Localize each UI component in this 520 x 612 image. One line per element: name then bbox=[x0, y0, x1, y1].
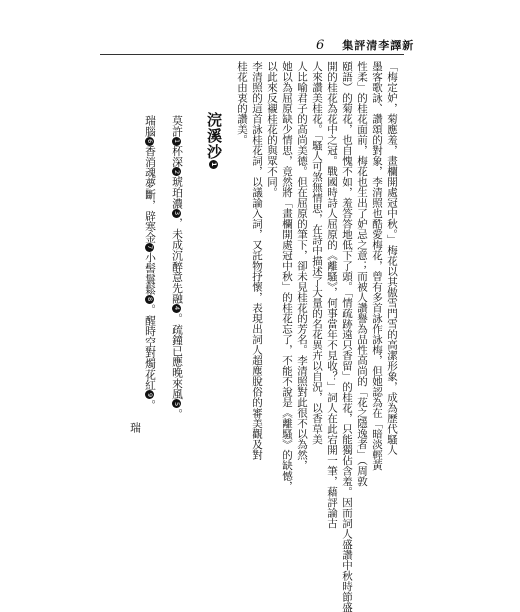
commentary-column: 人比喻君子的高尚美德。但在屈原的筆下，卻未見桂花的芳名。李清照對此很不以為然， bbox=[296, 61, 308, 471]
note-marker: 2 bbox=[172, 167, 181, 176]
note-marker: 6 bbox=[145, 137, 154, 146]
commentary-column: 開的桂花為花中之冠。戰國時詩人屈原的《離騷》，何事當年不見收？」詞人在此宕開一筆，藉評論古 bbox=[326, 61, 338, 529]
footer-catchword: 瑞 bbox=[129, 422, 142, 433]
note-marker: 8 bbox=[145, 295, 154, 304]
page-number: 6 bbox=[316, 38, 325, 53]
commentary-column: 「梅定妒，菊應羞，畫欄開處冠中秋。」梅花以其傲雪門雪的高潔形象，成為歷代騷人 bbox=[386, 61, 398, 455]
note-marker: 5 bbox=[172, 399, 181, 408]
commentary-column: 人來讚美桂花。「騷人可煞無情思，在詩中描述了大量的名花異卉以自況，以香草美 bbox=[311, 61, 323, 445]
commentary-column: 她以為屈原缺少情思，竟然將「畫欄開處冠中秋」的桂花忘了，不能不說是《離騷》的缺憾， bbox=[281, 61, 293, 492]
commentary-column: 桂花由衷的讚美。 bbox=[236, 61, 248, 145]
poem-line: 瑞腦6香消魂夢斷，辟寒金7小髻鬟鬆8。醒時空對燭花紅9。 bbox=[144, 115, 157, 411]
note-marker: 3 bbox=[172, 209, 181, 218]
commentary-column: 頤語）的菊花，也自愧不如，羞答答地低下了頭。「情疏跡遠只香留」的桂花，只能獨佔含羞。因而詞人盛讚中秋時節盛 bbox=[341, 61, 353, 612]
note-marker: 1 bbox=[172, 137, 181, 146]
commentary-column: 墨客歌詠、讚頌的對象，李清照也酷愛梅花，曾有多首詠作詠梅，但她認為在「暗淡輕黃 bbox=[371, 61, 383, 471]
poem-title: 浣溪沙1 bbox=[205, 112, 223, 168]
commentary-column: 李清照的這首詠桂花詞，以議論入詞，又託物抒懷，表現出詞人超塵脫俗的審美觀及對 bbox=[251, 61, 263, 460]
book-title: 集評清李譯新 bbox=[342, 39, 415, 52]
note-marker: 7 bbox=[145, 243, 154, 252]
note-marker: 9 bbox=[145, 390, 154, 399]
running-header bbox=[316, 37, 414, 53]
header-rule bbox=[100, 54, 404, 55]
commentary-column: 以此來反襯桂花的與眾不同。 bbox=[266, 61, 278, 198]
commentary-column: 性柔」的桂花面前，梅花也生出了妒忌之意；而被人讚譽為品性高尚的「花之隱逸者」（周敦 bbox=[356, 61, 368, 487]
note-marker: 1 bbox=[210, 161, 218, 168]
poem-line: 莫許1杯深2琥珀濃3，未成沉醉意先融4。疏鐘已應晚來風5。 bbox=[171, 115, 184, 420]
note-marker: 4 bbox=[172, 304, 181, 313]
